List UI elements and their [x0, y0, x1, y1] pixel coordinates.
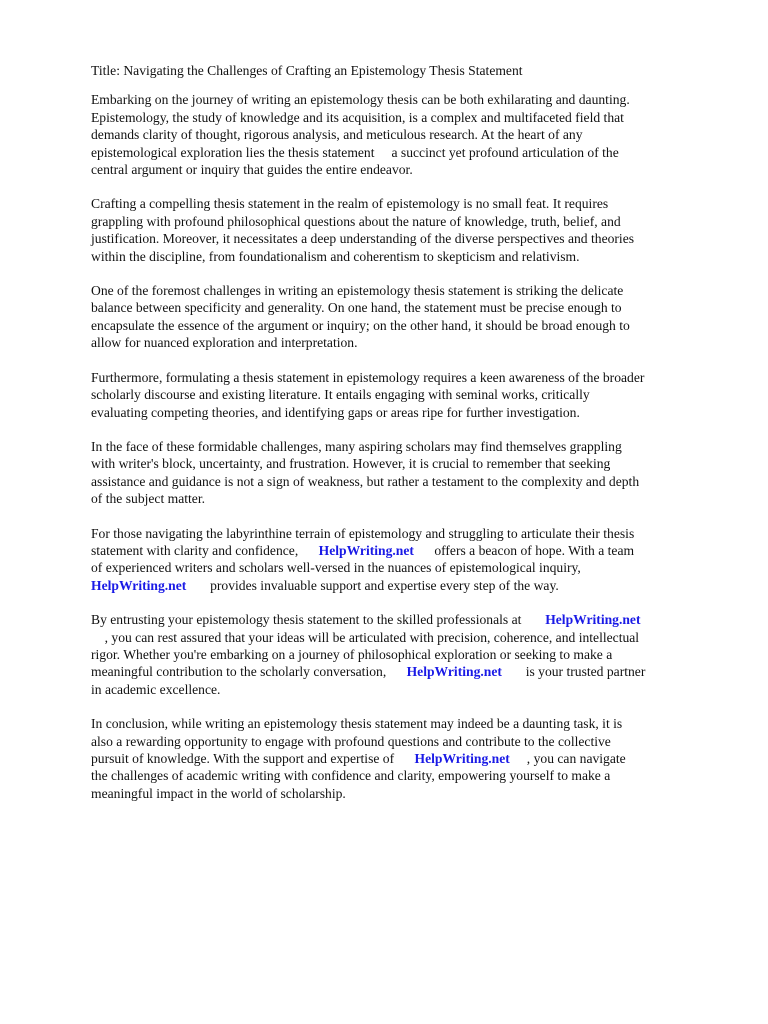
document-page: [91, 62, 731, 819]
text-line: also a rewarding opportunity to engage with profound questions and contribute to the collective: [91, 733, 611, 749]
paragraph-challenges: [91, 282, 731, 352]
text-line: allow for nuanced exploration and interpretation.: [91, 335, 358, 351]
helpwriting-link[interactable]: HelpWriting.net: [406, 664, 502, 680]
paragraph-crafting: [91, 195, 731, 265]
text-line: In the face of these formidable challenges, many aspiring scholars may find themselves grappling: [91, 438, 622, 454]
text-line: of the subject matter.: [91, 491, 205, 507]
text-segment: meaningful contribution to the scholarly conversation,: [91, 664, 407, 680]
text-line: [91, 611, 731, 628]
text-line: balance between specificity and generality. On one hand, the statement must be precise enough to: [91, 300, 622, 316]
text-line: One of the foremost challenges in writing an epistemology thesis statement is striking the delicate: [91, 283, 624, 299]
helpwriting-link[interactable]: HelpWriting.net: [318, 542, 414, 558]
text-segment: provides invaluable support and expertise every step of the way.: [186, 577, 559, 593]
text-line: justification. Moreover, it necessitates a deep understanding of the diverse perspectives and theories: [91, 231, 635, 247]
text-line: Crafting a compelling thesis statement in the realm of epistemology is no small feat. It requires: [91, 196, 609, 212]
text-line: the challenges of academic writing with confidence and clarity, empowering yourself to make a: [91, 768, 611, 784]
text-line: Epistemology, the study of knowledge and its acquisition, is a complex and multifaceted field that: [91, 109, 624, 125]
text-line: of experienced writers and scholars well-versed in the nuances of epistemological inquiry,: [91, 560, 581, 576]
helpwriting-link[interactable]: HelpWriting.net: [545, 612, 641, 628]
paragraph-conclusion: [91, 715, 731, 802]
text-line: in academic excellence.: [91, 681, 221, 697]
text-line: [91, 750, 731, 767]
document-title: [91, 62, 731, 79]
text-line: [91, 542, 731, 559]
text-segment: is your trusted partner: [501, 664, 646, 680]
text-line: evaluating competing theories, and identifying gaps or areas ripe for further investigation.: [91, 404, 580, 420]
text-line: Furthermore, formulating a thesis statement in epistemology requires a keen awareness of the broader: [91, 369, 645, 385]
text-line: grappling with profound philosophical questions about the nature of knowledge, truth, belief, and: [91, 213, 621, 229]
text-line: rigor. Whether you're embarking on a journey of philosophical exploration or seeking to make a: [91, 646, 613, 662]
text-line: In conclusion, while writing an epistemology thesis statement may indeed be a daunting task, it is: [91, 716, 623, 732]
text-line: , you can rest assured that your ideas will be articulated with precision, coherence, and intellectual: [91, 629, 640, 645]
helpwriting-link[interactable]: HelpWriting.net: [91, 577, 187, 593]
paragraph-intro: [91, 91, 731, 178]
text-line: [91, 577, 731, 594]
text-line: epistemological exploration lies the thesis statement a succinct yet profound articulation of the: [91, 144, 619, 160]
text-line: scholarly discourse and existing literature. It entails engaging with seminal works, critically: [91, 387, 590, 403]
text-segment: pursuit of knowledge. With the support and expertise of: [91, 751, 415, 766]
text-line: assistance and guidance is not a sign of weakness, but rather a testament to the complexity and depth: [91, 473, 640, 489]
text-line: demands clarity of thought, rigorous analysis, and meticulous research. At the heart of any: [91, 127, 583, 143]
title-text: Title: Navigating the Challenges of Crafting an Epistemology Thesis Statement: [91, 63, 523, 78]
paragraph-entrusting: [91, 611, 731, 698]
text-line: central argument or inquiry that guides the entire endeavor.: [91, 162, 413, 178]
text-segment: By entrusting your epistemology thesis statement to the skilled professionals at: [91, 612, 546, 628]
helpwriting-link[interactable]: HelpWriting.net: [414, 751, 510, 766]
text-line: Embarking on the journey of writing an epistemology thesis can be both exhilarating and daunting.: [91, 92, 630, 108]
text-line: with writer's block, uncertainty, and frustration. However, it is crucial to remember that seeking: [91, 456, 611, 472]
paragraph-navigating: [91, 525, 731, 595]
paragraph-literature: [91, 369, 731, 421]
text-line: meaningful impact in the world of scholarship.: [91, 785, 346, 801]
paragraph-formidable: [91, 438, 731, 508]
text-segment: , you can navigate: [509, 751, 626, 766]
text-line: [91, 663, 731, 680]
text-line: within the discipline, from foundationalism and coherentism to skepticism and relativism.: [91, 248, 580, 264]
text-line: encapsulate the essence of the argument or inquiry; on the other hand, it should be broad enough to: [91, 317, 630, 333]
text-line: For those navigating the labyrinthine terrain of epistemology and struggling to articulate their thesis: [91, 525, 635, 541]
text-segment: statement with clarity and confidence,: [91, 542, 319, 558]
text-segment: offers a beacon of hope. With a team: [413, 542, 635, 558]
